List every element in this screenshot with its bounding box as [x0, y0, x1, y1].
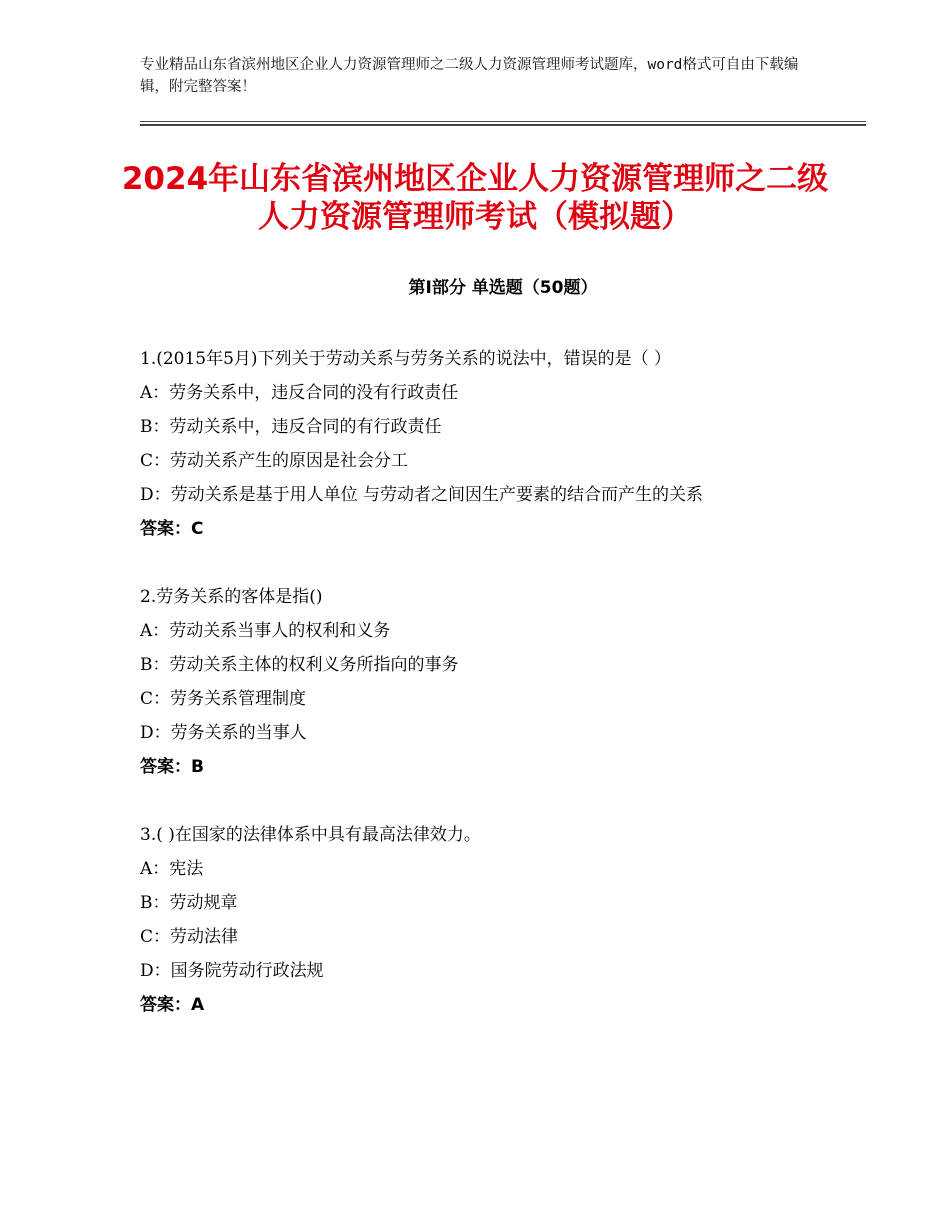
question-stem: 3.( )在国家的法律体系中具有最高法律效力。	[140, 825, 481, 845]
option-d: D：国务院劳动行政法规	[140, 961, 324, 981]
option-b: B：劳动关系主体的权利义务所指向的事务	[140, 655, 459, 675]
question-stem: 2.劳务关系的客体是指()	[140, 587, 323, 607]
section-title: 第Ⅰ部分 单选题（50题）	[408, 278, 598, 298]
option-c: C：劳务关系管理制度	[140, 689, 307, 709]
question-3	[140, 818, 810, 1022]
option-d: D：劳务关系的当事人	[140, 723, 307, 743]
header-note: 专业精品山东省滨州地区企业人力资源管理师之二级人力资源管理师考试题库，word格式可自由下载编辑，附完整答案！	[140, 57, 799, 95]
answer-label: 答案：B	[140, 757, 204, 777]
option-a: A：劳务关系中，违反合同的没有行政责任	[140, 383, 459, 403]
answer-label: 答案：C	[140, 519, 204, 539]
option-c: C：劳动关系产生的原因是社会分工	[140, 451, 409, 471]
question-2	[140, 580, 810, 784]
header-divider-thin	[140, 121, 866, 122]
option-b: B：劳动关系中，违反合同的有行政责任	[140, 417, 442, 437]
question-list	[140, 342, 810, 1056]
header-divider-thick	[140, 124, 866, 126]
question-1	[140, 342, 810, 546]
option-a: A：劳动关系当事人的权利和义务	[140, 621, 391, 641]
option-b: B：劳动规章	[140, 893, 238, 913]
question-stem: 1.(2015年5月)下列关于劳动关系与劳务关系的说法中，错误的是（ ）	[140, 349, 671, 369]
option-d: D：劳动关系是基于用人单位 与劳动者之间因生产要素的结合而产生的关系	[140, 485, 704, 505]
document-title: 2024年山东省滨州地区企业人力资源管理师之二级人力资源管理师考试（模拟题）	[121, 161, 829, 235]
answer-label: 答案：A	[140, 995, 205, 1015]
option-a: A：宪法	[140, 859, 204, 879]
option-c: C：劳动法律	[140, 927, 239, 947]
